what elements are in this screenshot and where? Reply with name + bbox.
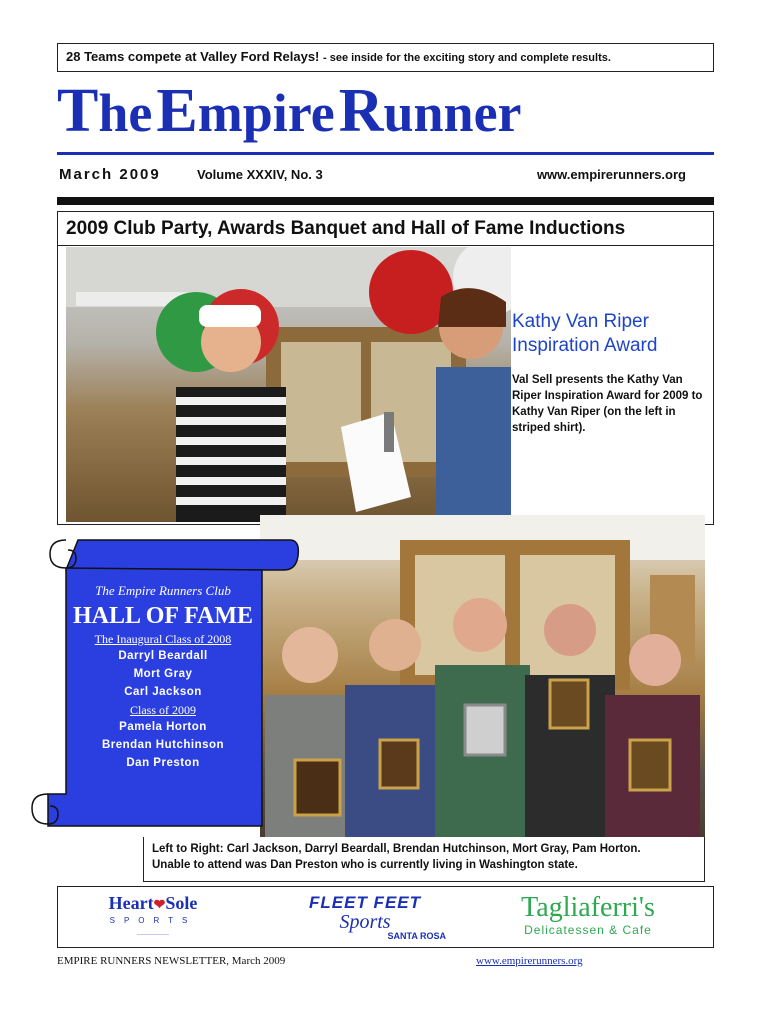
heart-and-sole-logo[interactable] [88, 893, 218, 941]
teaser-sub: - see inside for the exciting story and complete results. [323, 52, 611, 64]
hof-inductee: Darryl Beardall [118, 650, 208, 662]
group-photo-caption [143, 837, 705, 882]
hs-sports-label: SPORTS [109, 916, 197, 925]
masthead-letter: E [156, 77, 198, 145]
footer-url-link[interactable]: www.empirerunners.org [476, 955, 583, 967]
masthead-word: mpire [197, 83, 335, 143]
masthead-rule [57, 152, 714, 155]
hof-title: HALL OF FAME [73, 603, 253, 629]
tg-main: Tagliaferri's [521, 892, 655, 923]
award-title: Kathy Van Riper Inspiration Award [512, 311, 658, 356]
issue-volume: Volume XXXIV, No. 3 [197, 167, 323, 182]
section-divider [57, 197, 714, 205]
hall-of-fame-text [63, 583, 263, 772]
hs-heart-word: Heart [108, 893, 154, 913]
heart-icon: ❤ [153, 898, 166, 913]
caption-line-2: Unable to attend was Dan Preston who is currently living in Washington state. [152, 859, 578, 871]
ff-location: SANTA ROSA [387, 931, 446, 941]
award-photo-illustration [66, 247, 511, 522]
masthead-word: unner [383, 83, 522, 143]
hof-inductee: Carl Jackson [124, 686, 202, 698]
tagliaferris-logo[interactable] [488, 893, 688, 943]
issue-info-bar [57, 166, 714, 186]
group-photo [260, 515, 705, 837]
group-photo-illustration [260, 515, 705, 837]
award-body: Val Sell presents the Kathy Van Riper Inspiration Award for 2009 to Kathy Van Riper (on the left in striped shirt). [512, 374, 703, 434]
hs-sole-word: Sole [165, 893, 198, 913]
issue-date: March 2009 [59, 166, 161, 183]
footer-newsletter-label: EMPIRE RUNNERS NEWSLETTER, March 2009 [57, 955, 286, 967]
tg-sub: Delicatessen & Cafe [524, 923, 652, 937]
masthead-letter: T [57, 77, 99, 145]
masthead-word: he [98, 83, 153, 143]
main-headline: 2009 Club Party, Awards Banquet and Hall of Fame Inductions [57, 211, 714, 246]
fleet-feet-logo[interactable] [280, 893, 450, 943]
hof-inductee: Pamela Horton [119, 721, 207, 733]
hof-club-name: The Empire Runners Club [95, 583, 231, 598]
hs-fine-print: ———————— [137, 931, 169, 936]
teaser-banner [57, 43, 714, 72]
hof-inductee: Dan Preston [126, 757, 200, 769]
teaser-main: 28 Teams compete at Valley Ford Relays! [66, 49, 320, 64]
ff-script: Sports [339, 911, 391, 933]
hof-class-2009-label: Class of 2009 [130, 703, 196, 717]
ff-main: FLEET FEET [309, 893, 421, 912]
sponsor-bar [57, 886, 714, 948]
award-caption [512, 310, 712, 436]
award-photo [66, 247, 511, 522]
masthead-letter: R [338, 77, 384, 145]
hof-class-2008-label: The Inaugural Class of 2008 [94, 632, 232, 646]
caption-line-1: Left to Right: Carl Jackson, Darryl Beardall, Brendan Hutchinson, Mort Gray, Pam Horton. [152, 843, 641, 855]
issue-url[interactable]: www.empirerunners.org [536, 167, 686, 182]
hof-inductee: Mort Gray [133, 668, 193, 680]
hof-inductee: Brendan Hutchinson [101, 739, 225, 751]
masthead-title [57, 76, 717, 154]
